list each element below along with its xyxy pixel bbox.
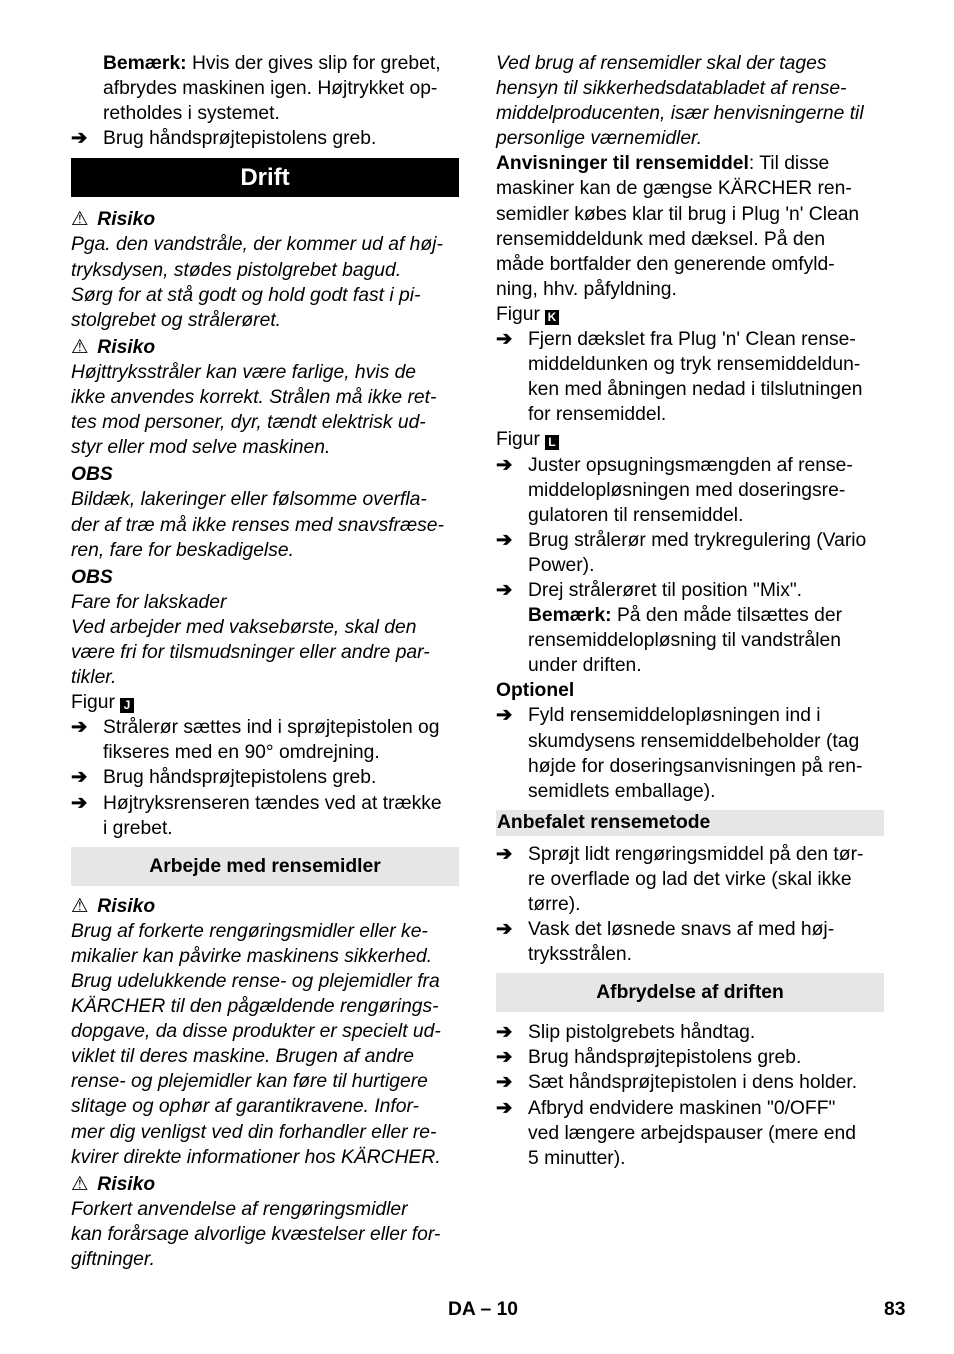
page-number: 83 — [884, 1299, 906, 1320]
note-paragraph: Bemærk: Hvis der gives slip for grebet, afbrydes maskinen igen. Højtrykket op- retholdes i systemet. — [103, 53, 441, 125]
arrow-icon: ➔ — [496, 705, 513, 727]
subsection-heading-method: Anbefalet rensemetode — [496, 810, 884, 836]
instruction-step: ➔ Brug håndsprøjtepistolens greb. — [496, 1045, 884, 1070]
caution-heading: OBS — [71, 464, 113, 486]
instruction-step: ➔ Vask det løsnede snavs af med høj- tryksstrålen. — [496, 919, 835, 966]
section-title-drift: Drift — [71, 158, 459, 197]
instruction-step: ➔ Afbryd endvidere maskinen "0/OFF" ved længere arbejdspauser (mere end 5 minutter). — [496, 1097, 856, 1169]
warning-text: Brug af forkerte rengøringsmidler eller ke- mikalier kan påvirke maskinens sikkerhed. Brug udelukkende rense- og plejemidler fra KÄRCHER til den pågældende rengørings- dopgave, da disse produkter er specielt ud- viklet til deres maskine. Brugen af andre rense- og plejemidler kan føre til hurtigere slitage og ophør af garantikravene. Infor- mer dig venligst ved din forhandler eller re- kvirer direkte informationer hos KÄRCHER. — [71, 920, 441, 1168]
arrow-icon: ➔ — [71, 792, 88, 814]
arrow-icon: ➔ — [496, 919, 513, 941]
caution-text: Bildæk, lakeringer eller følsomme overfla- der af træ må ikke renses med snavsfræse- ren, fare for beskadigelse. — [71, 489, 444, 561]
section-heading-cleaning-agents: Arbejde med rensemidler — [71, 847, 459, 886]
intro-text: Ved brug af rensemidler skal der tages hensyn til sikkerhedsdatabladet af rense- middelproducenten, især henvisningerne til personlige værnemidler. — [496, 53, 864, 150]
arrow-icon: ➔ — [496, 454, 513, 476]
warning-icon: ⚠ — [71, 336, 89, 358]
arrow-icon: ➔ — [496, 1072, 513, 1094]
warning-heading: ⚠ Risiko — [71, 895, 156, 917]
figure-reference: Figur L — [496, 427, 884, 452]
instruction-step: ➔ Fjern dækslet fra Plug 'n' Clean rense- middeldunken og tryk rensemiddeldun- ken med åbningen nedad i tilslutningen for rensemiddel. — [496, 329, 863, 426]
instruction-step: ➔ Strålerør sættes ind i sprøjtepistolen og fikseres med en 90° omdrejning. — [71, 717, 440, 764]
warning-text: Pga. den vandstråle, der kommer ud af høj- tryksdysen, stødes pistolgrebet bagud. Sørg for at stå godt og hold godt fast i pi- stolgrebet og strålerøret. — [71, 234, 443, 331]
instruction-step: ➔ Drej strålerøret til position "Mix". Bemærk: På den måde tilsættes der rensemiddelopløsning til vandstrålen under driften. — [496, 579, 843, 677]
instruction-step: ➔ Juster opsugningsmængden af rense- middelopløsningen med doseringsre- gulatoren til rensemiddel. — [496, 454, 853, 526]
left-column — [71, 51, 459, 1272]
arrow-icon: ➔ — [496, 579, 513, 601]
instruction-step: ➔ Slip pistolgrebets håndtag. — [496, 1020, 884, 1045]
warning-heading: ⚠ Risiko — [71, 336, 156, 358]
instruction-step: ➔ Brug håndsprøjtepistolens greb. — [71, 126, 459, 151]
figure-reference: Figur K — [496, 302, 884, 327]
arrow-icon: ➔ — [71, 717, 88, 739]
figure-reference: Figur J — [71, 690, 459, 715]
warning-icon: ⚠ — [71, 1173, 89, 1195]
instruction-step: ➔ Fyld rensemiddelopløsningen ind i skumdysens rensemiddelbeholder (tag højde for doseringsanvisningen på ren- semidlets emballage). — [496, 705, 863, 802]
instruction-step: ➔ Sæt håndsprøjtepistolen i dens holder. — [496, 1070, 884, 1095]
footer-section-label: DA – 10 — [448, 1299, 519, 1320]
optional-heading: Optionel — [496, 680, 575, 702]
arrow-icon: ➔ — [496, 1097, 513, 1119]
arrow-icon: ➔ — [496, 1022, 513, 1044]
figure-letter-box: L — [545, 435, 559, 450]
section-heading-stop: Afbrydelse af driften — [496, 973, 884, 1012]
instruction-step: ➔ Brug strålerør med trykregulering (Vario Power). — [496, 529, 867, 576]
arrow-icon: ➔ — [71, 767, 88, 789]
caution-text: Fare for lakskader Ved arbejder med vaksebørste, skal den være fri for tilsmudsninger eller andre par- tikler. — [71, 591, 430, 689]
arrow-icon: ➔ — [496, 1047, 513, 1069]
advice-paragraph: Anvisninger til rensemiddel: Til disse maskiner kan de gængse KÄRCHER ren- semidler købes klar til brug i Plug 'n' Clean rensemiddeldunk med dæksel. På den måde bortfalder den generende omfyld- ning, hhv. påfyldning. — [496, 153, 860, 300]
figure-letter-box: J — [120, 698, 134, 713]
warning-icon: ⚠ — [71, 209, 89, 231]
instruction-step: ➔ Sprøjt lidt rengøringsmiddel på den tør- re overflade og lad det virke (skal ikke tørre). — [496, 843, 864, 915]
warning-icon: ⚠ — [71, 895, 89, 917]
figure-letter-box: K — [545, 310, 559, 325]
warning-text: Forkert anvendelse af rengøringsmidler kan forårsage alvorlige kvæstelser eller for- giftninger. — [71, 1198, 441, 1271]
arrow-icon: ➔ — [496, 329, 513, 351]
warning-heading: ⚠ Risiko — [71, 209, 156, 231]
arrow-icon: ➔ — [496, 529, 513, 551]
warning-heading: ⚠ Risiko — [71, 1173, 156, 1195]
instruction-step: ➔ Brug håndsprøjtepistolens greb. — [71, 765, 459, 790]
instruction-step: ➔ Højtryksrenseren tændes ved at trække i grebet. — [71, 792, 442, 839]
warning-text: Højttryksstråler kan være farlige, hvis de ikke anvendes korrekt. Strålen må ikke ret- tes mod personer, dyr, tændt elektrisk ud- styr eller mod selve maskinen. — [71, 361, 437, 459]
caution-heading: OBS — [71, 566, 113, 588]
right-column — [496, 51, 884, 1171]
arrow-icon: ➔ — [496, 843, 513, 865]
arrow-icon: ➔ — [71, 128, 88, 150]
